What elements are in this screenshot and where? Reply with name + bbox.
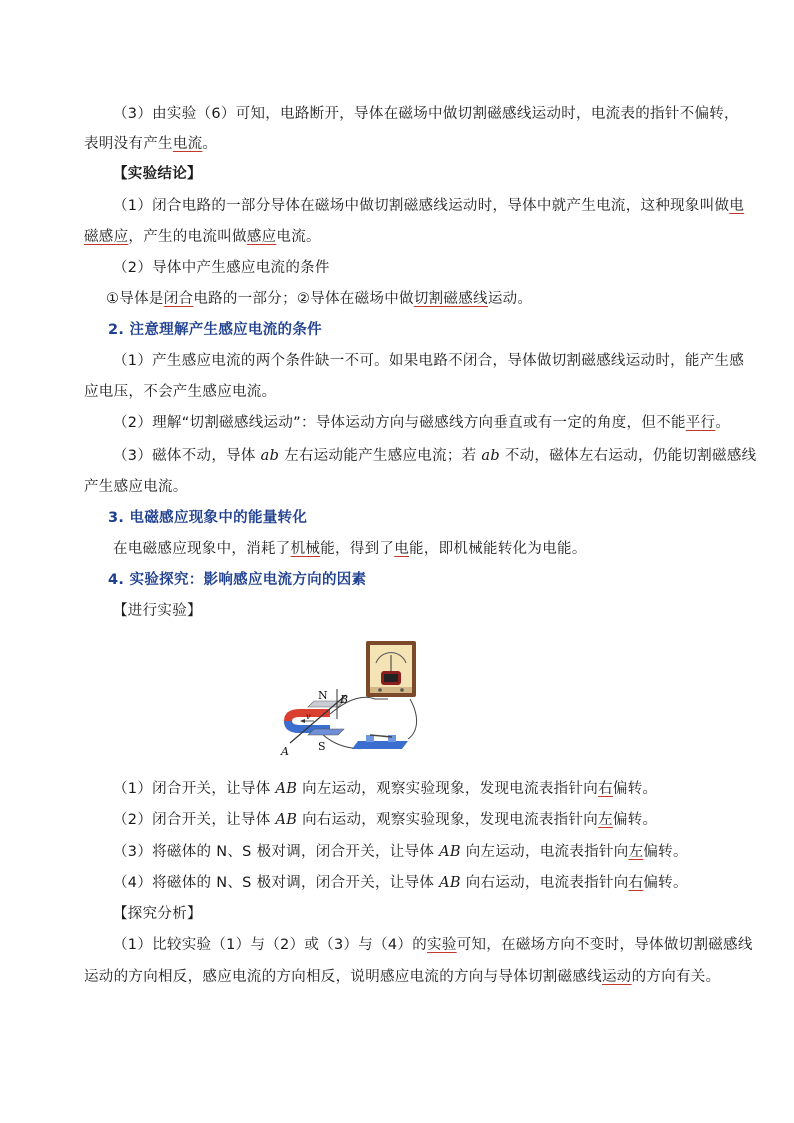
- text-run: （4）将磁体的 N、S 极对调，闭合开关，让导体: [113, 875, 440, 891]
- text-run: 可知，在磁场方向不变时，导体做切割磁感线: [456, 937, 753, 953]
- text-run: （1）闭合电路的一部分导体在磁场中做切割磁感线运动时，导体中就产生电流，这种现象叫做: [113, 198, 730, 214]
- text-run: （2）导体中产生感应电流的条件: [113, 260, 330, 276]
- galvanometer: [366, 641, 416, 697]
- text-run: ①导体是: [106, 291, 164, 307]
- wire: [408, 699, 417, 739]
- underlined-term: 电: [394, 541, 410, 557]
- text-run: 能，即机械能转化为电能。: [409, 541, 587, 557]
- text-run: 【进行实验】: [113, 603, 202, 619]
- text-run: 向右运动，电流表指针向: [460, 875, 629, 891]
- italic-symbol: AB: [439, 875, 461, 891]
- paragraph-line: [113, 842, 753, 862]
- paragraph-line: [113, 779, 753, 799]
- label-v: v: [306, 712, 311, 721]
- label-n: N: [318, 689, 328, 702]
- text-run: 运动。: [487, 291, 533, 307]
- experiment-figure: [270, 637, 420, 761]
- section-heading: [113, 601, 753, 621]
- underlined-term: 电流: [172, 136, 203, 152]
- text-run: 向左运动，电流表指针向: [460, 844, 629, 860]
- paragraph-line: [106, 289, 746, 309]
- text-run: 【实验结论】: [113, 166, 202, 182]
- paragraph-line: [84, 227, 724, 247]
- text-run: 3. 电磁感应现象中的能量转化: [108, 510, 308, 526]
- underlined-term: 平行: [685, 415, 716, 431]
- switch: [352, 735, 408, 749]
- label-s: S: [318, 740, 326, 753]
- text-run: 的方向有关。: [631, 969, 721, 985]
- text-run: （2）闭合开关，让导体: [113, 812, 276, 828]
- underlined-term: 右: [628, 875, 644, 891]
- text-run: 偏转。: [643, 875, 688, 891]
- velocity-arrowhead: [300, 719, 305, 723]
- underlined-term: 实验: [427, 937, 457, 953]
- label-b: B: [340, 693, 349, 706]
- section-heading: [113, 164, 753, 184]
- underlined-term: 切割磁感线: [413, 291, 488, 307]
- text-run: （2）理解“切割磁感线运动”：导体运动方向与磁感线方向垂直或有一定的角度，但不能: [113, 415, 686, 431]
- paragraph-line: [113, 873, 753, 893]
- paragraph-line: [113, 539, 753, 559]
- italic-symbol: AB: [275, 812, 298, 828]
- text-run: 。: [202, 136, 218, 152]
- underlined-term: 机械: [290, 541, 321, 557]
- text-run: 向左运动，观察实验现象，发现电流表指针向: [297, 781, 599, 797]
- text-run: （3）由实验（6）可知，电路断开，导体在磁场中做切割磁感线运动时，电流表的指针不偏转，: [113, 106, 739, 122]
- text-run: 偏转。: [612, 812, 658, 828]
- text-run: （1）产生感应电流的两个条件缺一不可。如果电路不闭合，导体做切割磁感线运动时，能产生感: [113, 353, 745, 369]
- section-heading: [113, 904, 753, 924]
- underlined-term: 运动: [602, 969, 632, 985]
- italic-symbol: ab: [260, 448, 280, 464]
- underlined-term: 右: [598, 781, 613, 797]
- text-run: 4. 实验探究：影响感应电流方向的因素: [108, 572, 367, 588]
- text-run: 电路的一部分；②导体在磁场中做: [193, 291, 414, 307]
- paragraph-line: [113, 935, 753, 955]
- paragraph-line: [113, 104, 753, 124]
- paragraph-line: [113, 258, 753, 278]
- text-run: 偏转。: [612, 781, 658, 797]
- section-heading: [108, 508, 748, 528]
- paragraph-line: [113, 446, 757, 466]
- paragraph-line: [84, 382, 724, 402]
- text-run: ，产生的电流叫做: [128, 229, 247, 245]
- text-run: 在电磁感应现象中，消耗了: [113, 541, 291, 557]
- underlined-term: 磁感应: [84, 229, 129, 245]
- paragraph-line: [113, 351, 753, 371]
- text-run: （3）磁体不动，导体: [113, 448, 261, 464]
- text-run: 左右运动能产生感应电流；若: [279, 448, 482, 464]
- underlined-term: 电: [729, 198, 745, 214]
- italic-symbol: AB: [439, 844, 461, 860]
- italic-symbol: ab: [481, 448, 500, 464]
- underlined-term: 闭合: [163, 291, 194, 307]
- paragraph-line: [113, 196, 753, 216]
- text-run: 向右运动，观察实验现象，发现电流表指针向: [297, 812, 599, 828]
- text-run: 【探究分析】: [113, 906, 202, 922]
- paragraph-line: [113, 413, 753, 433]
- underlined-term: 左: [628, 844, 644, 860]
- paragraph-line: [84, 967, 724, 987]
- text-run: 偏转。: [643, 844, 688, 860]
- text-run: 2. 注意理解产生感应电流的条件: [108, 322, 322, 338]
- text-run: （1）比较实验（1）与（2）或（3）与（4）的: [113, 937, 428, 953]
- text-run: 应电压，不会产生感应电流。: [84, 384, 277, 400]
- paragraph-line: [84, 134, 724, 154]
- text-run: 运动的方向相反，感应电流的方向相反，说明感应电流的方向与导体切割磁感线: [84, 969, 602, 985]
- label-a: A: [281, 745, 289, 758]
- text-run: 产生感应电流。: [84, 479, 188, 495]
- text-run: 能，得到了: [320, 541, 395, 557]
- paragraph-line: [84, 477, 724, 497]
- south-pole-plate: [308, 729, 344, 735]
- text-run: （3）将磁体的 N、S 极对调，闭合开关，让导体: [113, 844, 440, 860]
- section-heading: [108, 320, 748, 340]
- text-run: 电流。: [276, 229, 321, 245]
- underlined-term: 左: [598, 812, 613, 828]
- italic-symbol: AB: [275, 781, 298, 797]
- paragraph-line: [113, 810, 753, 830]
- text-run: 表明没有产生: [84, 136, 173, 152]
- underlined-term: 感应: [246, 229, 277, 245]
- text-run: 不动，磁体左右运动，仍能切割磁感线: [499, 448, 757, 464]
- text-run: 。: [715, 415, 731, 431]
- text-run: （1）闭合开关，让导体: [113, 781, 276, 797]
- section-heading: [108, 570, 748, 590]
